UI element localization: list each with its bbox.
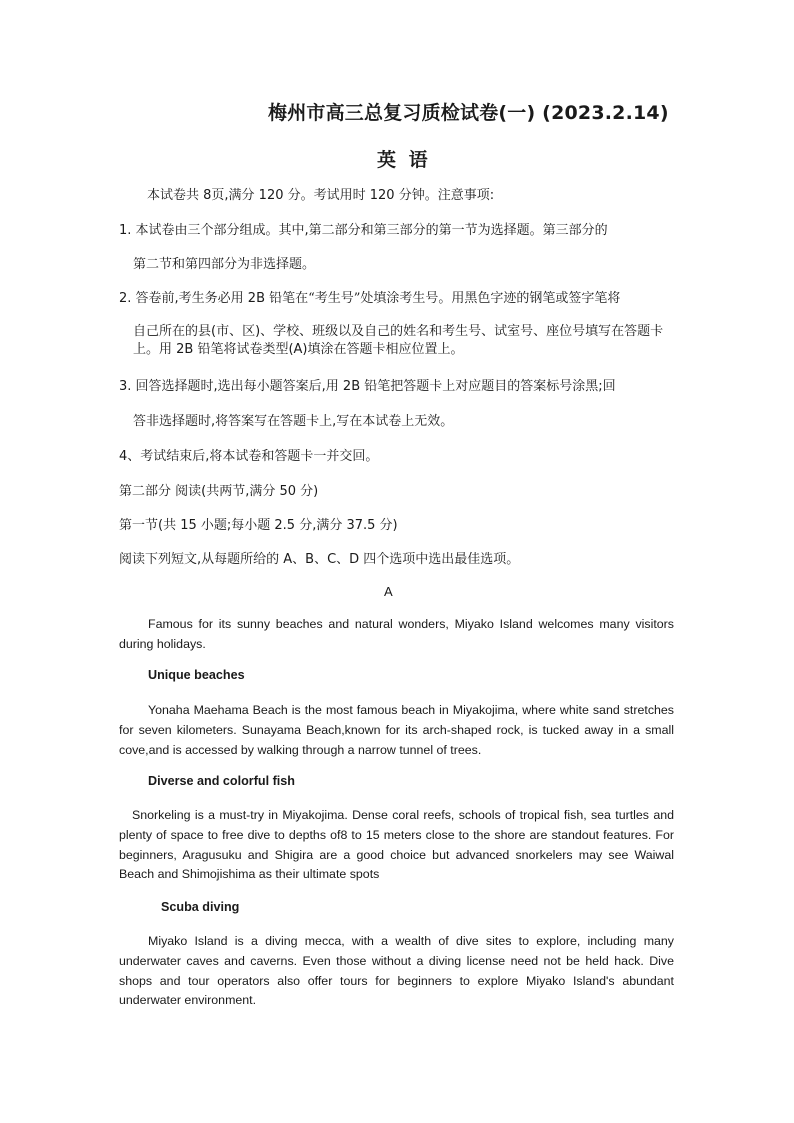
passage-label: A (384, 584, 393, 599)
instruction-item-3-line-1: 3. 回答选择题时,选出每小题答案后,用 2B 铅笔把答题卡上对应题目的答案标号涂黑;回 (119, 379, 616, 394)
instruction-item-1-line-1: 1. 本试卷由三个部分组成。其中,第二部分和第三部分的第一节为选择题。第三部分的 (119, 223, 608, 238)
heading-scuba-diving: Scuba diving (161, 900, 240, 914)
instruction-item-2-text-a: 2. 答卷前,考生务必用 2B 铅笔在 (119, 291, 309, 306)
instruction-item-2-line-2: 自己所在的县(市、区)、学校、班级以及自己的姓名和考生号、试室号、座位号填写在答题卡上。用 2B 铅笔将试卷类型(A)填涂在答题卡相应位置上。 (133, 324, 664, 357)
subsection-title: 第一节(共 15 小题;每小题 2.5 分,满分 37.5 分) (119, 518, 398, 533)
instruction-item-2-line-1 (119, 289, 620, 309)
heading-fish: Diverse and colorful fish (148, 774, 295, 788)
heading-unique-beaches: Unique beaches (148, 668, 245, 682)
reading-direction: 阅读下列短文,从每题所给的 A、B、C、D 四个选项中选出最佳选项。 (119, 552, 520, 567)
instruction-item-2-text-b: 处填涂考生号。用黑色字迹的钢笔或签字笔将 (360, 291, 621, 306)
paragraph-scuba: Miyako Island is a diving mecca, with a wealth of dive sites to explore, including many underwater caves and caverns. Even those without a diving license need not be held hack. Dive shops and tour operators also offer tours for beginners to explore Miyako Island's abundant underwater environment. (119, 934, 674, 1008)
instruction-item-2-quote: “考生号” (308, 291, 361, 306)
passage-intro: Famous for its sunny beaches and natural wonders, Miyako Island welcomes many visitors during holidays. (119, 617, 674, 651)
paragraph-beaches: Yonaha Maehama Beach is the most famous beach in Miyakojima, where white sand stretches for seven kilometers. Sunayama Beach,known for its arch-shaped rock, is tucked away in a small cove,and is accessed by walking through a narrow tunnel of trees. (119, 703, 674, 757)
paragraph-fish: Snorkeling is a must-try in Miyakojima. Dense coral reefs, schools of tropical fish, sea turtles and plenty of space to free dive to depths of8 to 15 meters close to the shore are standout features. For beginners, Aragusuku and Shigira are a good choice but advanced snorkelers may see Waiwal Beach and Shimojishima as their ultimate spots (119, 808, 674, 882)
subject-title: 英 语 (377, 149, 431, 171)
instruction-item-1-line-2: 第二节和第四部分为非选择题。 (133, 257, 316, 272)
instruction-item-4: 4、考试结束后,将本试卷和答题卡一并交回。 (119, 449, 379, 464)
instructions-intro: 本试卷共 8页,满分 120 分。考试用时 120 分钟。注意事项: (147, 188, 495, 203)
part-title: 第二部分 阅读(共两节,满分 50 分) (119, 484, 319, 499)
exam-title: 梅州市高三总复习质检试卷(一) (2023.2.14) (268, 102, 669, 124)
instruction-item-3-line-2: 答非选择题时,将答案写在答题卡上,写在本试卷上无效。 (133, 414, 454, 429)
